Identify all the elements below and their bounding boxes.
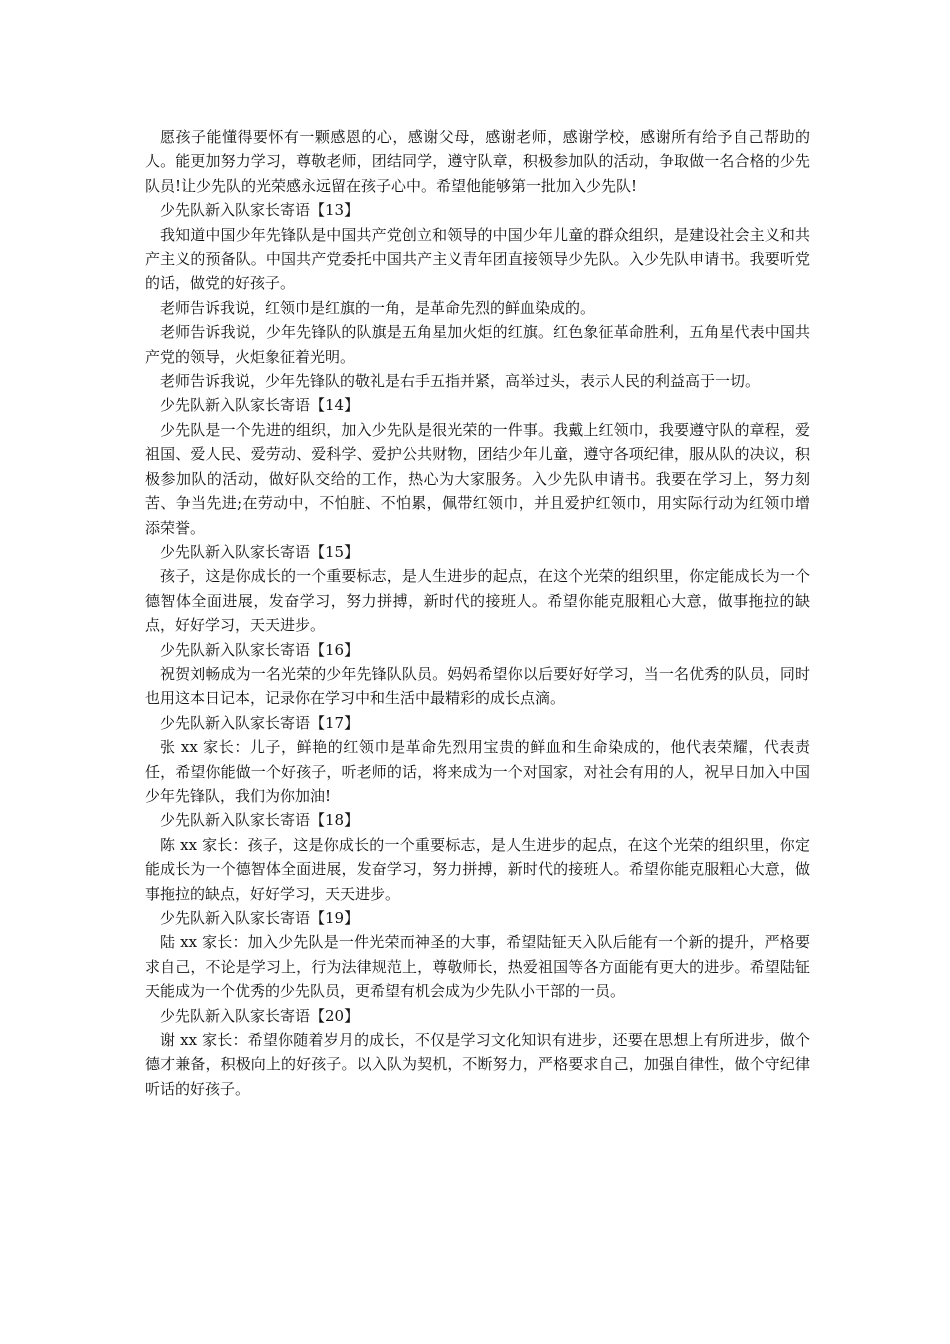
paragraph: 张 xx 家长：儿子，鲜艳的红领巾是革命先烈用宝贵的鲜血和生命染成的，他代表荣耀，代表责任，希望你能做一个好孩子，听老师的话，将来成为一个对国家，对社会有用的人，祝早日加入中国少年先锋队，我们为你加油! [145,738,810,805]
section-heading: 少先队新入队家长寄语【17】 [160,713,360,732]
paragraph: 老师告诉我说，少年先锋队的敬礼是右手五指并紧，高举过头，表示人民的利益高于一切。 [160,372,761,391]
section-heading: 少先队新入队家长寄语【18】 [160,811,360,830]
paragraph: 老师告诉我说，少年先锋队的队旗是五角星加火炬的红旗。红色象征革命胜利，五角星代表中国共产党的领导，火炬象征着光明。 [145,323,810,366]
section-heading: 少先队新入队家长寄语【16】 [160,640,360,659]
section-heading: 少先队新入队家长寄语【19】 [160,909,360,927]
paragraph: 陆 xx 家长：加入少先队是一件光荣而神圣的大事，希望陆钲天入队后能有一个新的提升，严格要求自己，不论是学习上，行为法律规范上，尊敬师长，热爱祖国等各方面能有更大的进步。希望陆钲天能成为一个优秀的少先队员，更希望有机会成为少先队小干部的一员。 [145,933,810,1001]
paragraph: 老师告诉我说，红领巾是红旗的一角，是革命先烈的鲜血染成的。 [160,298,596,317]
section-heading: 少先队新入队家长寄语【13】 [160,201,360,220]
paragraph: 谢 xx 家长：希望你随着岁月的成长，不仅是学习文化知识有进步，还要在思想上有所进步，做个德才兼备，积极向上的好孩子。以入队为契机，不断努力，严格要求自己，加强自律性，做个守纪律听话的好孩子。 [145,1031,810,1098]
document-body [145,125,810,1101]
section-heading: 少先队新入队家长寄语【14】 [160,396,360,415]
paragraph: 少先队是一个先进的组织，加入少先队是很光荣的一件事。我戴上红领巾，我要遵守队的章程，爱祖国、爱人民、爱劳动、爱科学、爱护公共财物，团结少年儿童，遵守各项纪律，服从队的决议，积极参加队的活动，做好队交给的工作，热心为大家服务。入少先队申请书。我要在学习上，努力刻苦、争当先进;在劳动中，不怕脏、不怕累，佩带红领巾，并且爱护红领巾，用实际行动为红领巾增添荣誉。 [145,420,810,537]
paragraph: 我知道中国少年先锋队是中国共产党创立和领导的中国少年儿童的群众组织，是建设社会主义和共产主义的预备队。中国共产党委托中国共产主义青年团直接领导少先队。入少先队申请书。我要听党的话，做党的好孩子。 [145,225,810,293]
paragraph: 愿孩子能懂得要怀有一颗感恩的心，感谢父母，感谢老师，感谢学校，感谢所有给予自己帮助的人。能更加努力学习，尊敬老师，团结同学，遵守队章，积极参加队的活动，争取做一名合格的少先队员!让少先队的光荣感永远留在孩子心中。希望他能够第一批加入少先队! [145,128,810,195]
paragraph: 孩子，这是你成长的一个重要标志，是人生进步的起点，在这个光荣的组织里，你定能成长为一个德智体全面进展，发奋学习，努力拼搏，新时代的接班人。希望你能克服粗心大意，做事拖拉的缺点，好好学习，天天进步。 [145,567,810,635]
section-heading: 少先队新入队家长寄语【20】 [160,1006,360,1025]
paragraph: 陈 xx 家长：孩子，这是你成长的一个重要标志，是人生进步的起点，在这个光荣的组织里，你定能成长为一个德智体全面进展，发奋学习，努力拼搏，新时代的接班人。希望你能克服粗心大意，做事拖拉的缺点，好好学习，天天进步。 [145,835,810,903]
paragraph: 祝贺刘畅成为一名光荣的少年先锋队队员。妈妈希望你以后要好好学习，当一名优秀的队员，同时也用这本日记本，记录你在学习中和生活中最精彩的成长点滴。 [145,664,810,708]
section-heading: 少先队新入队家长寄语【15】 [160,542,360,561]
